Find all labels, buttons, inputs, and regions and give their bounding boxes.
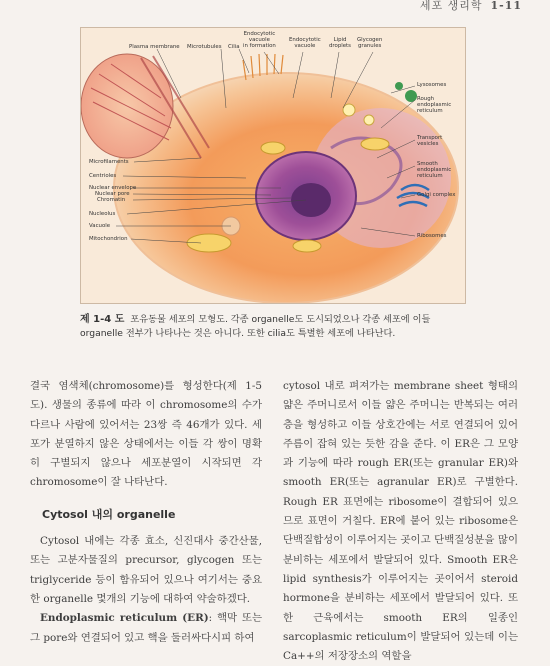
paragraph-chromosome: 결국 염색체(chromosome)를 형성한다(제 1-5도). 생물의 종류에 따라 이 chromosome의 수가 다르나 사람에 있어서는 23쌍 즉 46개가 있다. 세포가 분열하지 않은 상태에서는 이들 각 쌍이 명확히 구별되지 않으나 세포분열이 시작되면 각 chromosome이 잘 나타난다. [30, 380, 262, 489]
label-nuclear-envelope: Nuclear envelope [89, 185, 137, 191]
running-head-title: 세포 생리학 [419, 0, 483, 12]
er-text: : 핵막 또는 그 pore와 연결되어 있고 핵을 둘러싸다시피 하여 [30, 612, 262, 644]
label-nuclear-pore: Nuclear pore [95, 191, 130, 197]
label-ribosomes: Ribosomes [417, 233, 447, 239]
label-transport-vesicles: Transport vesicles [417, 135, 443, 147]
label-microtubules: Microtubules [187, 44, 222, 50]
paragraph-er [30, 609, 262, 648]
label-rough-er: Rough endoplasmic reticulum [417, 96, 452, 114]
label-nucleolus: Nucleolus [89, 211, 116, 217]
mitochondrion [187, 234, 231, 252]
label-mitochondrion: Mitochondrion [89, 236, 128, 242]
label-vacuole: Vacuole [89, 223, 111, 229]
lipid-droplet [343, 104, 355, 116]
paragraph-er-continued: cytosol 내로 펴져가는 membrane sheet 형태의 얇은 주머니로서 이들 얇은 주머니는 반복되는 여러층을 형성하고 이들 상호간에는 서로 연결되어 있어 주름이 잡혀 있는 듯한 감을 준다. 이 ER은 그 모양과 기능에 따라 rough ER(또는 granular ER)와 smooth ER(또는 agranular ER)로 구별한다. Rough ER 표면에는 ribosome이 결합되어 있으므로 표면이 거칠다. ER에 붙어 있는 ribosome은 단백질합성이 이루어지는 곳이고 단백질성분을 많이 분비하는 세포에서 발달되어 있다. Smooth ER은 lipid synthesis가 이루어지는 곳이어서 steroid hormone을 분비하는 세포에서 발달되어 있다. 또한 근육에서는 smooth ER의 일종인 sarcoplasmic reticulum이 발달되어 있는데 이는 Ca++의 저장장소의 역할을 [283, 380, 518, 663]
figure-caption [80, 313, 475, 341]
label-plasma-membrane: Plasma membrane [129, 44, 180, 50]
label-endocytotic-vacuole: Endocytotic vacuole [289, 37, 321, 49]
label-chromatin: Chromatin [97, 197, 126, 203]
figure-number: 제 1-4 도 [80, 314, 125, 325]
lysosome [395, 82, 403, 90]
label-lysosomes: Lysosomes [417, 82, 447, 88]
label-centrioles: Centrioles [89, 173, 117, 179]
mitochondrion [261, 142, 285, 154]
cell-diagram [81, 28, 465, 303]
left-column [30, 377, 262, 648]
er-term: Endoplasmic reticulum (ER) [40, 612, 209, 625]
running-head [420, 0, 522, 13]
nucleolus [291, 183, 331, 217]
cell-illustration [80, 27, 466, 304]
lipid-droplet [364, 115, 374, 125]
label-endocytotic-formation: Endocytotic vacuole in formation [243, 31, 276, 49]
lysosome [405, 90, 417, 102]
caption-text: 포유동물 세포의 모형도. 각종 organelle도 도시되었으나 각종 세포에 이들 organelle 전부가 나타나는 것은 아니다. 또한 cilia도 특별한 세포에 나타난다. [80, 314, 431, 339]
right-column [283, 377, 518, 666]
mitochondrion [361, 138, 389, 150]
label-glycogen-granules: Glycogen granules [357, 37, 383, 49]
mitochondrion [293, 240, 321, 252]
label-lipid-droplets: Lipid droplets [329, 37, 351, 49]
label-microfilaments: Microfilaments [89, 159, 129, 165]
label-smooth-er: Smooth endoplasmic reticulum [417, 161, 452, 179]
paragraph-cytosol: Cytosol 내에는 각종 효소, 신진대사 중간산물, 또는 고분자물질의 precursor, glycogen 또는 triglyceride 등이 함유되어 있으나 여기서는 중요한 organelle 몇개의 기능에 대하여 약술하겠다. [30, 535, 262, 605]
page-number: 1-11 [490, 0, 522, 12]
label-golgi: Golgi complex [417, 192, 456, 198]
label-cilia: Cilia [228, 44, 240, 50]
section-heading: Cytosol 내의 organelle [42, 507, 176, 521]
